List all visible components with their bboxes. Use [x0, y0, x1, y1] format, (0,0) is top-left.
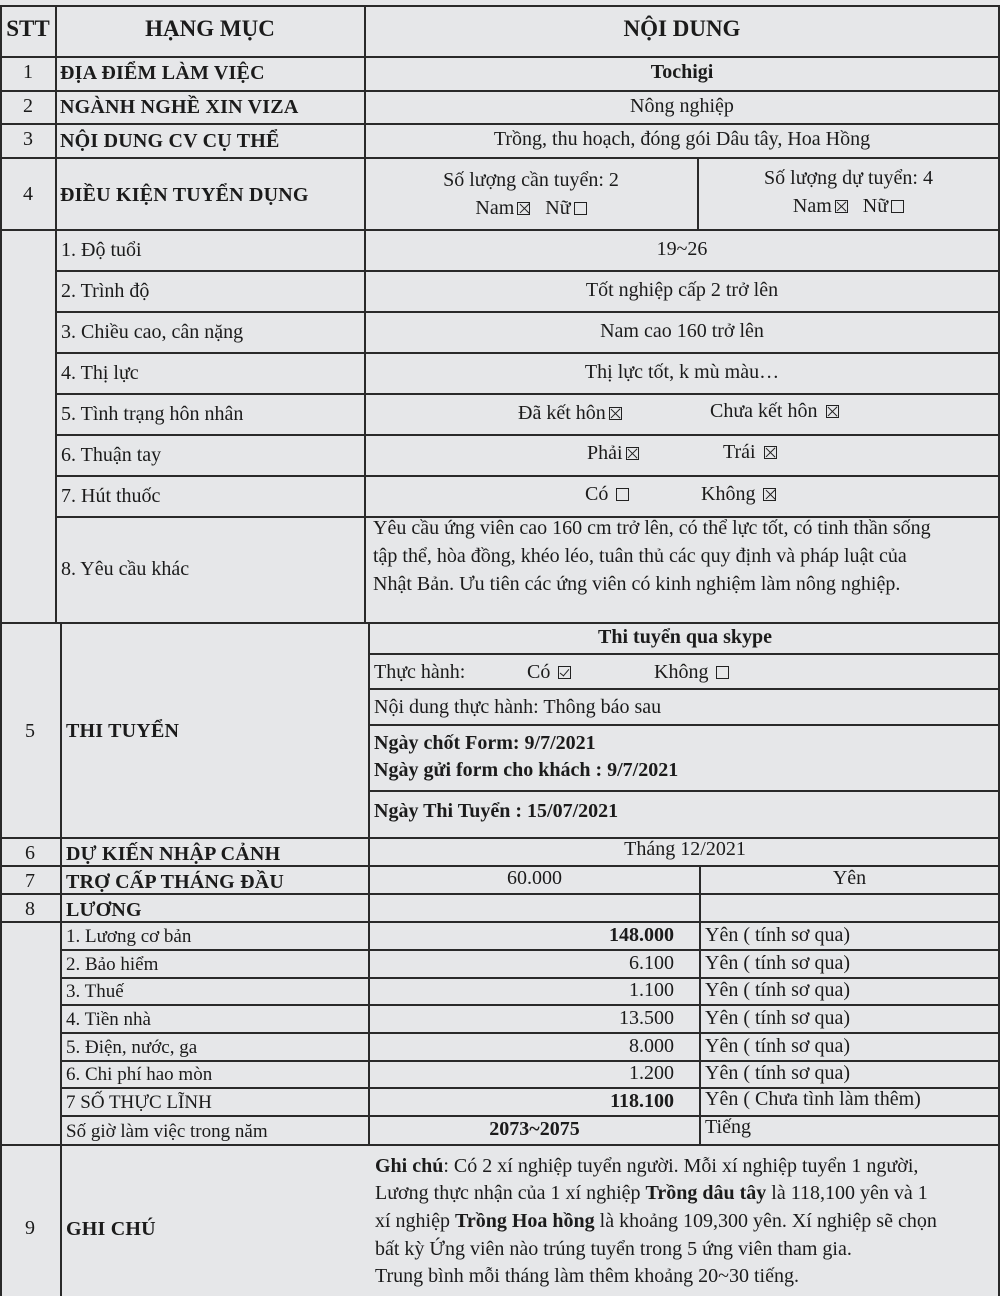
female-option-label: Nữ — [862, 195, 889, 217]
salary-item-value: 1.200 — [629, 1062, 674, 1084]
salary-item-value: 8.000 — [629, 1035, 674, 1057]
option-label: Không — [701, 483, 756, 505]
salary-item-unit: Yên ( tính sơ qua) — [705, 1007, 850, 1029]
notes-line — [375, 1182, 928, 1205]
option-label: Có — [585, 483, 609, 505]
marital-married-option — [518, 402, 622, 425]
notes-line: bất kỳ Ứng viên nào trúng tuyển trong 5 ứng viên tham gia. — [375, 1238, 852, 1260]
salary-item-label: 5. Điện, nước, ga — [66, 1037, 198, 1058]
form-close-date: Ngày chốt Form: 9/7/2021 — [374, 732, 596, 754]
age-value: 19~26 — [656, 238, 708, 260]
required-quantity — [366, 169, 696, 192]
notes-line: Trung bình mỗi tháng làm thêm khoảng 20~30 tiếng. — [375, 1265, 799, 1287]
work-location-value: Tochigi — [650, 61, 714, 83]
education-label: 2. Trình độ — [61, 280, 150, 302]
notes-emphasis: Trồng dâu tây — [645, 1182, 767, 1204]
candidate-quantity — [699, 167, 998, 190]
row-number: 8 — [25, 898, 35, 920]
empty-box-icon[interactable] — [616, 488, 629, 501]
checked-box-icon[interactable] — [626, 447, 639, 460]
recruitment-conditions-label: ĐIỀU KIỆN TUYỂN DỤNG — [60, 184, 309, 206]
salary-item-value: 1.100 — [629, 979, 674, 1001]
education-value: Tốt nghiệp cấp 2 trở lên — [585, 279, 779, 301]
checked-box-icon[interactable] — [609, 407, 622, 420]
net-salary-value: 118.100 — [610, 1090, 674, 1112]
empty-box-icon[interactable] — [716, 666, 729, 679]
notes-text: là 118,100 yên và 1 — [766, 1182, 928, 1204]
candidate-gender — [699, 195, 998, 218]
option-label: Phải — [587, 442, 623, 464]
salary-item-label: 6. Chi phí hao mòn — [66, 1064, 213, 1085]
exam-date: Ngày Thi Tuyển : 15/07/2021 — [374, 800, 619, 822]
job-details-label: NỘI DUNG CV CỤ THỂ — [60, 130, 280, 152]
marital-status-label: 5. Tình trạng hôn nhân — [61, 403, 244, 425]
checkmark-box-icon[interactable] — [558, 666, 571, 679]
option-label: Chưa kết hôn — [710, 400, 818, 422]
row-number: 9 — [25, 1217, 35, 1239]
notes-text: là khoảng 109,300 yên. Xí nghiệp sẽ chọn — [594, 1210, 937, 1232]
header-category: HẠNG MỤC — [145, 16, 275, 41]
row-number: 4 — [23, 183, 33, 205]
salary-item-value: 6.100 — [629, 952, 674, 974]
other-requirements-line: Nhật Bản. Ưu tiên các ứng viên có kinh nghiệm làm nông nghiệp. — [373, 573, 901, 595]
entry-value: Tháng 12/2021 — [624, 838, 746, 860]
notes-text: Lương thực nhận của 1 xí nghiệp — [375, 1182, 646, 1204]
practice-yes-option — [527, 661, 571, 684]
header-stt: STT — [6, 16, 50, 41]
notes-label: GHI CHÚ — [66, 1218, 156, 1240]
option-label: Trái — [723, 441, 756, 463]
row-number: 3 — [23, 128, 33, 150]
right-hand-option — [587, 442, 639, 465]
required-quantity-value: 2 — [608, 169, 619, 191]
option-label: Đã kết hôn — [518, 402, 606, 424]
salary-item-unit: Yên ( tính sơ qua) — [705, 1035, 850, 1057]
option-label: Không — [654, 661, 709, 683]
row-number: 7 — [25, 870, 35, 892]
notes-text: xí nghiệp — [375, 1210, 455, 1232]
practice-label: Thực hành: — [374, 661, 466, 683]
candidate-quantity-label: Số lượng dự tuyển: — [764, 167, 918, 189]
row-number: 6 — [25, 842, 35, 864]
candidate-quantity-value: 4 — [922, 167, 933, 189]
other-requirements-label: 8. Yêu cầu khác — [61, 558, 190, 580]
salary-item-label: 1. Lương cơ bản — [66, 926, 192, 947]
left-hand-option — [723, 441, 777, 464]
visa-field-label: NGÀNH NGHỀ XIN VIZA — [60, 96, 299, 118]
smoking-no-option — [701, 483, 776, 506]
checked-box-icon[interactable] — [835, 200, 848, 213]
checked-box-icon[interactable] — [517, 202, 530, 215]
height-weight-label: 3. Chiều cao, cân nặng — [61, 321, 244, 343]
allowance-unit: Yên — [832, 867, 867, 889]
salary-item-label: 4. Tiền nhà — [66, 1009, 151, 1030]
job-details-value: Trồng, thu hoạch, đóng gói Dâu tây, Hoa Hồng — [493, 128, 871, 150]
entry-label: DỰ KIẾN NHẬP CẢNH — [66, 843, 281, 865]
required-gender — [366, 197, 696, 220]
vision-label: 4. Thị lực — [61, 362, 139, 384]
vision-value: Thị lực tốt, k mù màu… — [584, 361, 780, 383]
notes-prefix: Ghi chú — [375, 1155, 444, 1177]
smoking-label: 7. Hút thuốc — [61, 485, 161, 507]
marital-single-option — [710, 400, 839, 423]
visa-field-value: Nông nghiệp — [630, 95, 734, 117]
empty-box-icon[interactable] — [891, 200, 904, 213]
annual-hours-unit: Tiếng — [705, 1116, 751, 1138]
practice-content: Nội dung thực hành: Thông báo sau — [374, 696, 662, 718]
other-requirements-line: tập thể, hòa đồng, khéo léo, tuân thủ các quy định và pháp luật của — [373, 545, 907, 567]
allowance-value: 60.000 — [507, 867, 562, 889]
salary-item-value: 148.000 — [609, 924, 674, 946]
salary-item-value: 13.500 — [619, 1007, 674, 1029]
salary-item-unit: Yên ( tính sơ qua) — [705, 1062, 850, 1084]
other-requirements-line: Yêu cầu ứng viên cao 160 cm trở lên, có thể lực tốt, có tinh thần sống — [373, 517, 931, 539]
allowance-label: TRỢ CẤP THÁNG ĐẦU — [66, 871, 285, 893]
practice-no-option — [654, 661, 729, 684]
annual-hours-value: 2073~2075 — [489, 1118, 580, 1140]
salary-item-unit: Yên ( tính sơ qua) — [705, 952, 850, 974]
row-number: 2 — [23, 95, 33, 117]
checked-box-icon[interactable] — [763, 488, 776, 501]
salary-label: LƯƠNG — [66, 899, 142, 921]
female-option-label: Nữ — [545, 197, 571, 219]
salary-item-label: 2. Bảo hiểm — [66, 954, 159, 975]
work-location-label: ĐỊA ĐIỂM LÀM VIỆC — [60, 62, 265, 84]
notes-line — [375, 1155, 918, 1178]
form-send-date: Ngày gửi form cho khách : 9/7/2021 — [374, 759, 679, 781]
required-quantity-label: Số lượng cần tuyển: — [443, 169, 604, 191]
checked-box-icon[interactable] — [826, 405, 839, 418]
smoking-yes-option — [585, 483, 629, 506]
notes-text: : Có 2 xí nghiệp tuyển người. Mỗi xí nghiệp tuyển 1 người, — [443, 1155, 919, 1177]
annual-hours-label: Số giờ làm việc trong năm — [66, 1121, 268, 1142]
net-salary-label: 7 SỐ THỰC LĨNH — [66, 1092, 212, 1113]
checked-box-icon[interactable] — [764, 446, 777, 459]
net-salary-unit: Yên ( Chưa tình làm thêm) — [705, 1088, 921, 1110]
notes-line — [375, 1210, 937, 1233]
exam-method: Thi tuyển qua skype — [598, 626, 772, 648]
salary-item-unit: Yên ( tính sơ qua) — [705, 924, 850, 946]
row-number: 5 — [25, 720, 35, 742]
salary-item-unit: Yên ( tính sơ qua) — [705, 979, 850, 1001]
notes-emphasis: Trồng Hoa hồng — [455, 1210, 595, 1232]
empty-box-icon[interactable] — [574, 202, 587, 215]
exam-label: THI TUYỂN — [66, 720, 180, 742]
option-label: Có — [527, 661, 551, 683]
height-weight-value: Nam cao 160 trở lên — [600, 320, 764, 342]
age-label: 1. Độ tuổi — [61, 239, 142, 261]
row-number: 1 — [23, 61, 33, 83]
handedness-label: 6. Thuận tay — [61, 444, 162, 466]
male-option-label: Nam — [475, 197, 515, 219]
header-content: NỘI DUNG — [623, 16, 741, 41]
male-option-label: Nam — [792, 195, 832, 217]
salary-item-label: 3. Thuế — [66, 981, 124, 1002]
